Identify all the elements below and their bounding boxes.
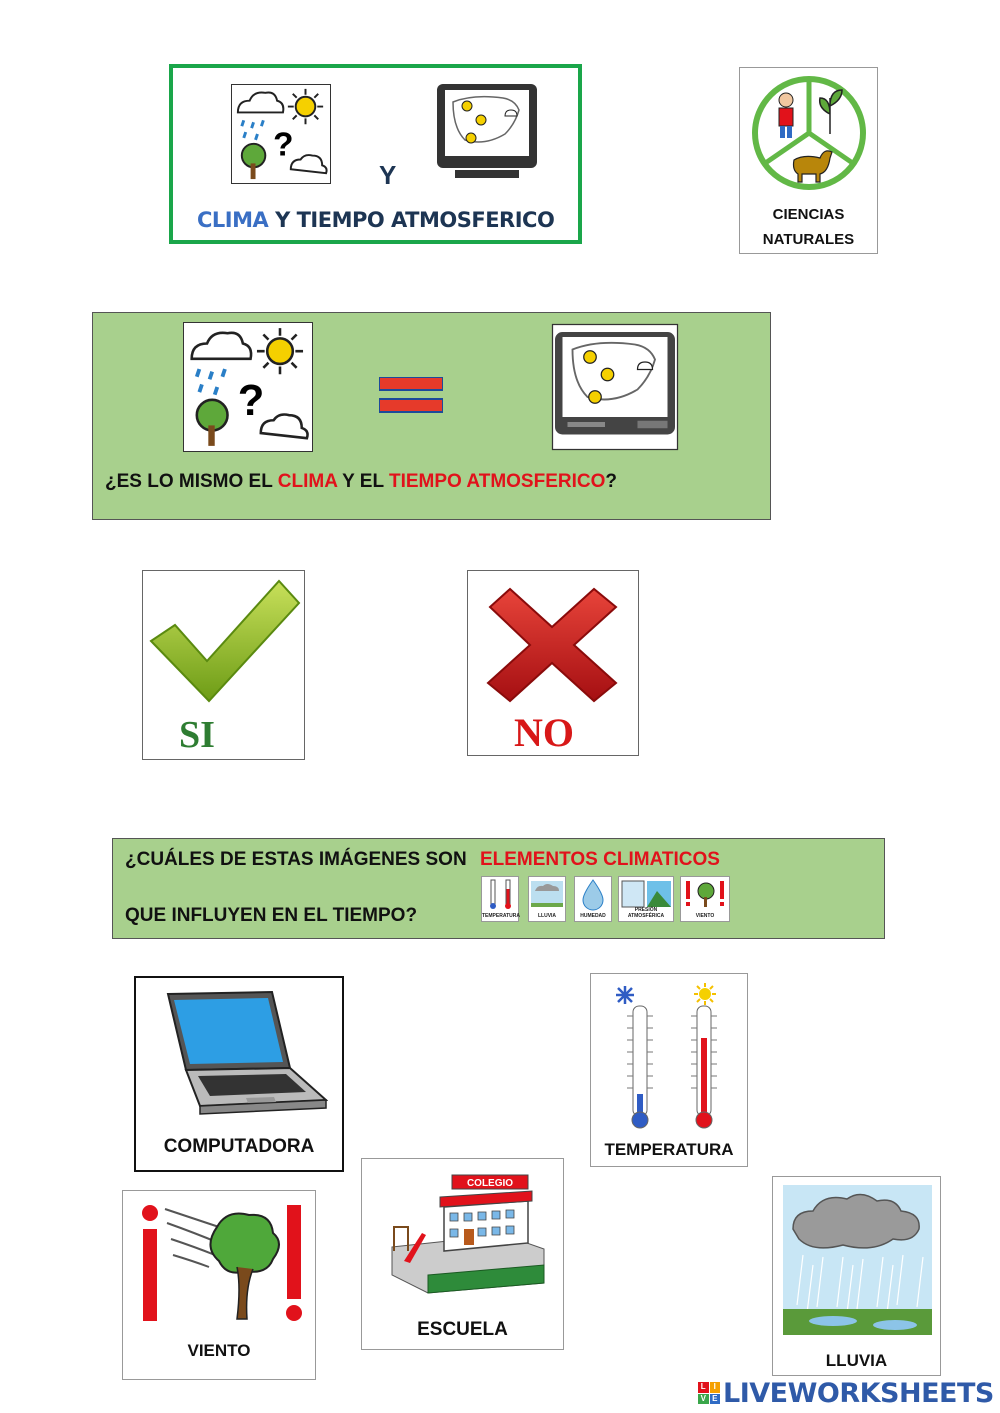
q1-middle: Y EL xyxy=(337,471,389,492)
thumb-viento: VIENTO xyxy=(680,876,730,922)
title-banner xyxy=(169,64,582,244)
viento-card[interactable] xyxy=(122,1190,316,1380)
title-connector: Y xyxy=(379,160,397,190)
watermark-text: LIVEWORKSHEETS xyxy=(723,1377,994,1409)
weather-icon-large xyxy=(183,322,313,452)
tv-weather-map-icon-large xyxy=(550,322,680,452)
school-building-icon xyxy=(388,1171,548,1295)
q1-tiempo: TIEMPO ATMOSFERICO xyxy=(389,471,606,492)
liveworksheets-logo: L I V E xyxy=(698,1382,720,1404)
q1-clima: CLIMA xyxy=(277,471,338,492)
lluvia-card[interactable] xyxy=(772,1176,941,1376)
question-2-line1 xyxy=(125,849,720,871)
answer-si-card[interactable] xyxy=(142,570,305,760)
liveworksheets-watermark xyxy=(698,1378,994,1408)
question-2-line2: QUE INFLUYEN EN EL TIEMPO? xyxy=(125,905,418,926)
title-clima: CLIMA xyxy=(197,208,269,232)
q1-suffix: ? xyxy=(605,471,617,492)
thumb-presion: PRESIÓN ATMOSFÉRICA xyxy=(618,876,674,922)
tv-weather-map-icon xyxy=(435,82,539,182)
q2-prefix: ¿CUÁLES DE ESTAS IMÁGENES SON xyxy=(125,849,472,870)
laptop-icon xyxy=(150,990,328,1116)
thermometers-icon xyxy=(613,982,731,1130)
si-label: SI xyxy=(179,714,215,756)
q1-prefix: ¿ES LO MISMO EL xyxy=(105,471,278,492)
escuela-card[interactable] xyxy=(361,1158,564,1350)
equals-sign-icon xyxy=(379,377,443,413)
cross-icon xyxy=(482,585,622,703)
rain-icon xyxy=(783,1185,932,1335)
temperatura-card[interactable] xyxy=(590,973,748,1167)
svg-text:?: ? xyxy=(273,126,294,164)
viento-label: VIENTO xyxy=(187,1341,251,1360)
no-label: NO xyxy=(514,710,574,755)
title-y: Y xyxy=(275,208,290,232)
thumb-lluvia: LLUVIA xyxy=(528,876,566,922)
computadora-card[interactable] xyxy=(134,976,344,1172)
computadora-label: COMPUTADORA xyxy=(163,1136,315,1157)
question-panel-1 xyxy=(92,312,771,520)
weather-icon xyxy=(231,84,331,184)
wind-tree-icon xyxy=(137,1201,305,1325)
thumb-temperatura: TEMPERATURA xyxy=(481,876,519,922)
title-text xyxy=(197,208,554,232)
title-tiempo: TIEMPO ATMOSFERICO xyxy=(296,208,555,232)
question-1-text xyxy=(105,471,617,493)
q2-highlight: ELEMENTOS CLIMATICOS xyxy=(479,849,720,870)
thumb-humedad: HUMEDAD xyxy=(574,876,612,922)
lluvia-label: LLUVIA xyxy=(825,1351,888,1370)
nature-circle-icon xyxy=(750,74,868,192)
colegio-sign: COLEGIO xyxy=(466,1178,514,1189)
naturales-label: NATURALES xyxy=(762,231,855,248)
escuela-label: ESCUELA xyxy=(417,1319,508,1340)
temperatura-label: TEMPERATURA xyxy=(604,1140,734,1159)
ciencias-naturales-card xyxy=(739,67,878,254)
answer-no-card[interactable] xyxy=(467,570,639,756)
checkmark-icon xyxy=(149,579,301,703)
ciencias-label: CIENCIAS xyxy=(772,206,845,223)
svg-text:?: ? xyxy=(237,377,265,426)
